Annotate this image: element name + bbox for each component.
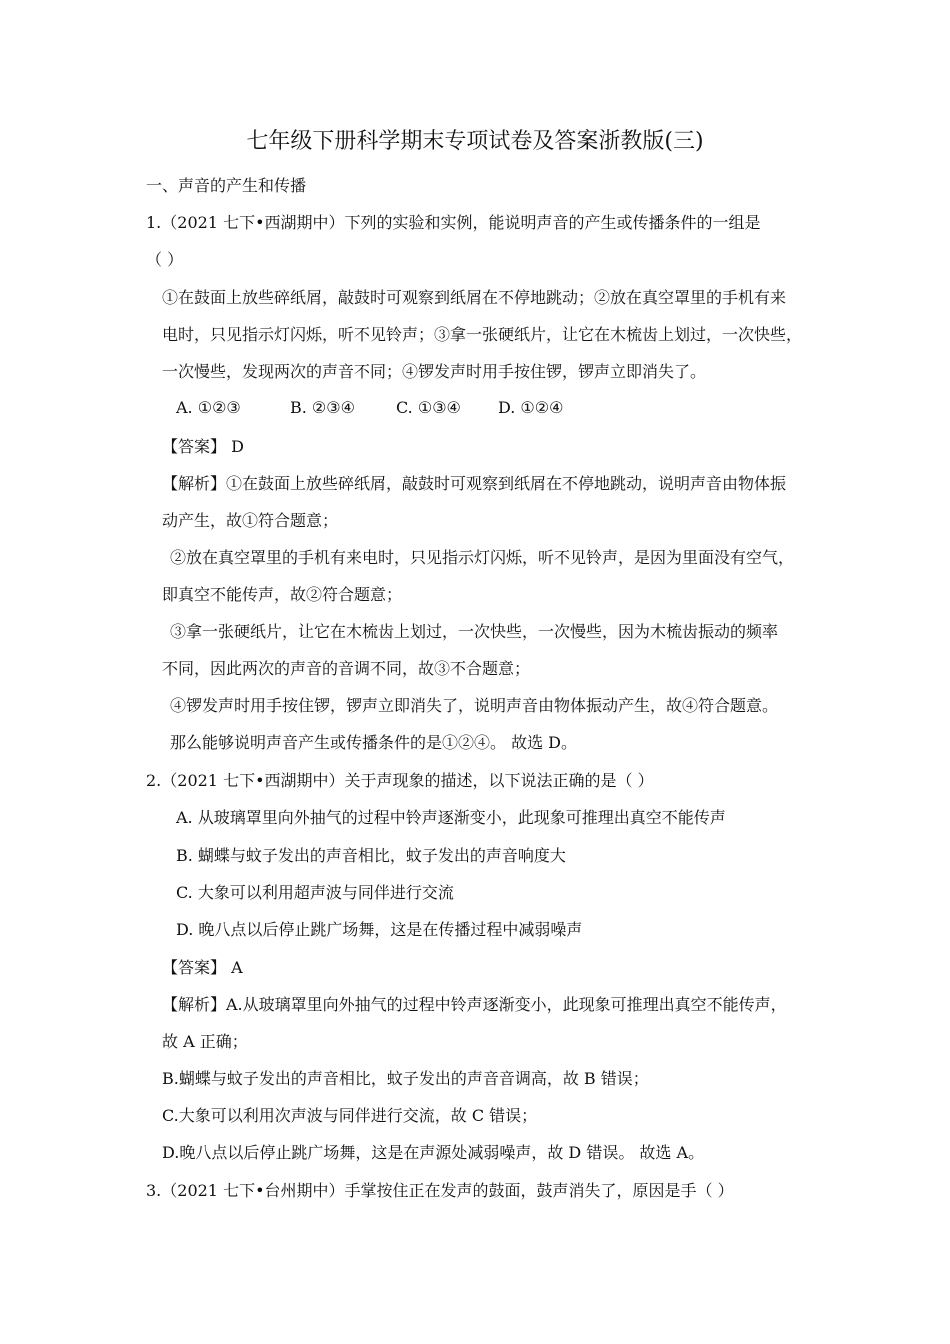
q2-analysis-line: C.大象可以利用次声波与同伴进行交流，故 C 错误；	[162, 1106, 538, 1125]
q1-options	[176, 398, 563, 418]
q1-option-a: A. ①②③	[176, 398, 241, 417]
q1-analysis-line: 动产生，故①符合题意；	[162, 511, 339, 530]
q2-analysis-line: D.晚八点以后停止跳广场舞，这是在声源处减弱噪声，故 D 错误。 故选 A。	[162, 1143, 705, 1162]
q2-stem: 2.（2021 七下•西湖期中）关于声现象的描述，以下说法正确的是（ ）	[146, 771, 654, 790]
q1-analysis-line: 那么能够说明声音产生或传播条件的是①②④。 故选 D。	[170, 733, 578, 752]
q1-analysis-line: ④锣发声时用手按住锣，锣声立即消失了，说明声音由物体振动产生，故④符合题意。	[170, 696, 779, 715]
q1-answer-paren: （ ）	[146, 250, 184, 269]
q2-option-d: D. 晚八点以后停止跳广场舞，这是在传播过程中减弱噪声	[176, 920, 583, 939]
q3-stem: 3.（2021 七下•台州期中）手掌按住正在发声的鼓面，鼓声消失了，原因是手（ ）	[146, 1181, 734, 1200]
q1-option-d: D. ①②④	[498, 398, 564, 417]
document-title: 七年级下册科学期末专项试卷及答案浙教版(三)	[246, 129, 704, 154]
q1-analysis-line: ③拿一张硬纸片，让它在木梳齿上划过，一次快些，一次慢些，因为木梳齿振动的频率	[170, 622, 779, 641]
q2-analysis-line: 故 A 正确；	[162, 1032, 248, 1051]
q2-option-c: C. 大象可以利用超声波与同伴进行交流	[176, 883, 454, 902]
q1-analysis-line: 【解析】①在鼓面上放些碎纸屑，敲鼓时可观察到纸屑在不停地跳动，说明声音由物体振	[162, 474, 787, 493]
q1-analysis-line: 即真空不能传声，故②符合题意；	[162, 585, 403, 604]
q1-option-c: C. ①③④	[396, 398, 461, 417]
q1-passage-line: 一次慢些，发现两次的声音不同；④锣发声时用手按住锣，锣声立即消失了。	[162, 362, 707, 381]
q2-option-b: B. 蝴蝶与蚊子发出的声音相比，蚊子发出的声音响度大	[176, 846, 566, 865]
q1-passage-line: ①在鼓面上放些碎纸屑，敲鼓时可观察到纸屑在不停地跳动；②放在真空罩里的手机有来	[162, 288, 787, 307]
q1-analysis-line: 不同，因此两次的声音的音调不同，故③不合题意；	[162, 659, 531, 678]
q1-passage-line: 电时，只见指示灯闪烁，听不见铃声；③拿一张硬纸片，让它在木梳齿上划过，一次快些，	[162, 325, 803, 344]
q1-answer: 【答案】 D	[162, 437, 244, 456]
q2-option-a: A. 从玻璃罩里向外抽气的过程中铃声逐渐变小，此现象可推理出真空不能传声	[176, 808, 726, 827]
q2-analysis-line: 【解析】A.从玻璃罩里向外抽气的过程中铃声逐渐变小，此现象可推理出真空不能传声，	[162, 995, 787, 1014]
section-heading: 一、声音的产生和传播	[146, 176, 307, 195]
q1-analysis-line: ②放在真空罩里的手机有来电时，只见指示灯闪烁，听不见铃声，是因为里面没有空气，	[170, 548, 795, 567]
q2-analysis-line: B.蝴蝶与蚊子发出的声音相比，蚊子发出的声音音调高，故 B 错误；	[162, 1069, 649, 1088]
q1-stem: 1.（2021 七下•西湖期中）下列的实验和实例，能说明声音的产生或传播条件的一组是	[146, 213, 761, 232]
q1-option-b: B. ②③④	[290, 398, 355, 417]
q2-answer: 【答案】 A	[162, 958, 243, 977]
